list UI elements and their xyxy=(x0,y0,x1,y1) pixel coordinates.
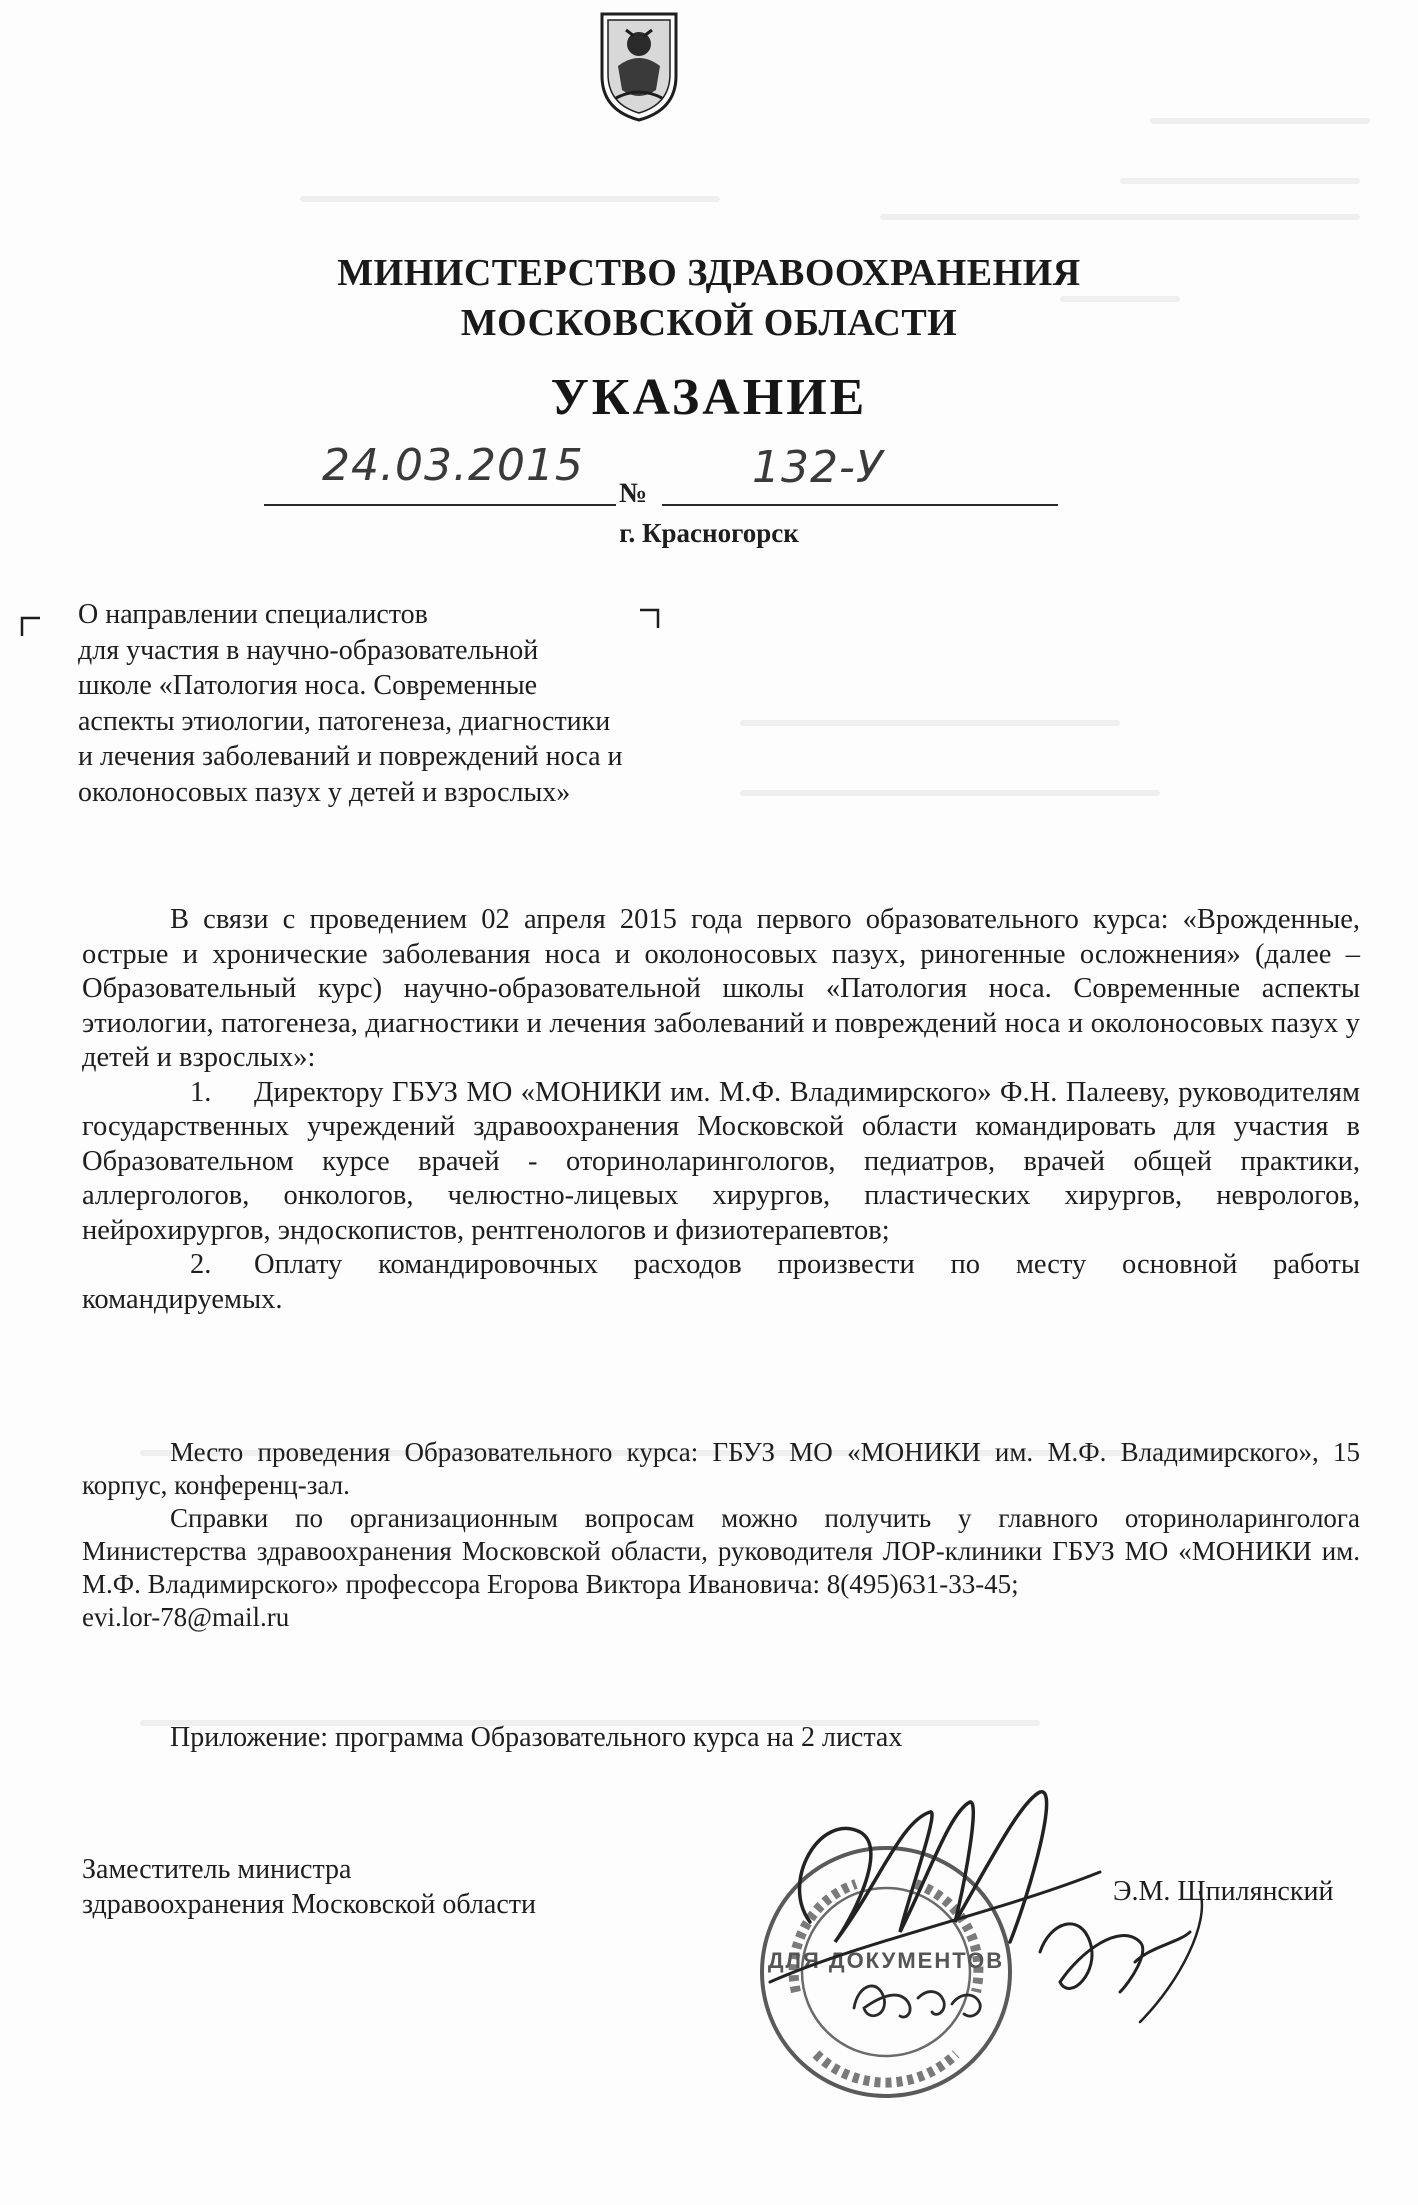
list-item xyxy=(82,1076,1360,1249)
bleed-through-mark xyxy=(300,196,720,202)
number-underline xyxy=(662,504,1058,506)
intro-paragraph: В связи с проведением 02 апреля 2015 года первого образовательного курса: «Врожденные, острые и хронические заболевания носа и околоносовых пазух, риногенные осложнения» (далее – Образовательный курс) научно-образовательной школы «Патология носа. Современные аспекты этиологии, патогенеза, диагностики и лечения заболеваний и повреждений носа и околоносовых пазух у детей и взрослых»: xyxy=(82,904,1360,1073)
signer-title-line1: Заместитель министра xyxy=(82,1854,352,1885)
bleed-through-mark xyxy=(1120,178,1360,184)
item-text: Директору ГБУЗ МО «МОНИКИ им. М.Ф. Владимирского» Ф.Н. Палееву, руководителям государственных учреждений здравоохранения Московской области командировать для участия в Образовательном курсе врачей - оториноларингологов, педиатров, врачей общей практики, аллергологов, онкологов, челюстно-лицевых хирургов, пластических хирургов, неврологов, нейрохирургов, эндоскопистов, рентгенологов и физиотерапевтов; xyxy=(82,1076,1360,1246)
date-underline xyxy=(264,504,616,506)
item-number: 2. xyxy=(190,1249,212,1280)
document-type-title: УКАЗАНИЕ xyxy=(550,369,868,426)
venue-contacts-block xyxy=(82,1436,1360,1634)
subject-line: околоносовых пазух у детей и взрослых» xyxy=(78,776,571,808)
item-text: Оплату командировочных расходов произвести по месту основной работы командируемых. xyxy=(82,1249,1360,1315)
ministry-name-line1: МИНИСТЕРСТВО ЗДРАВООХРАНЕНИЯ xyxy=(337,252,1081,294)
appendix-note: Приложение: программа Образовательного курса на 2 листах xyxy=(170,1722,903,1753)
body-text xyxy=(82,903,1360,1317)
item-number: 1. xyxy=(190,1076,212,1108)
subject-line: аспекты этиологии, патогенеза, диагностики xyxy=(78,705,611,737)
signer-title xyxy=(82,1852,536,1922)
ministry-name-line2: МОСКОВСКОЙ ОБЛАСТИ xyxy=(460,302,958,344)
number-sign: № xyxy=(619,478,648,509)
bleed-through-mark xyxy=(880,214,1360,220)
city-name: г. Красногорск xyxy=(619,518,799,548)
subject-line: школе «Патология носа. Современные xyxy=(78,670,538,701)
bleed-through-mark xyxy=(740,790,1160,796)
subject-line: и лечения заболеваний и повреждений носа и xyxy=(78,741,623,772)
signer-title-line2: здравоохранения Московской области xyxy=(82,1889,537,1920)
subject-line: для участия в научно-образовательной xyxy=(78,634,539,666)
list-item xyxy=(82,1248,1360,1317)
bleed-through-mark xyxy=(1150,118,1370,124)
venue-paragraph: Место проведения Образовательного курса: ГБУЗ МО «МОНИКИ им. М.Ф. Владимирского», 15 корпус, конференц-зал. xyxy=(82,1437,1360,1500)
handwritten-number: 132-У xyxy=(752,442,884,493)
handwritten-date: 24.03.2015 xyxy=(322,440,584,491)
stamp-text: ДЛЯ ДОКУМЕНТОВ xyxy=(767,1948,1005,1973)
signer-name: Э.М. Шпилянский xyxy=(1113,1876,1334,1907)
ministry-header xyxy=(0,248,1418,348)
handwritten-note xyxy=(848,1968,998,2028)
contacts-paragraph: Справки по организационным вопросам можно получить у главного оториноларинголога Министерства здравоохранения Московской области, руководителя ЛОР-клиники ГБУЗ МО «МОНИКИ им. М.Ф. Владимирского» профессора Егорова Виктора Ивановича: 8(495)631-33-45; xyxy=(82,1503,1360,1599)
contact-email: evi.lor-78@mail.ru xyxy=(82,1602,290,1632)
corner-mark-left xyxy=(20,616,40,636)
coat-of-arms-emblem xyxy=(596,6,682,124)
bleed-through-mark xyxy=(740,720,1120,726)
subject-block xyxy=(78,597,718,810)
subject-line: О направлении специалистов xyxy=(78,599,428,630)
